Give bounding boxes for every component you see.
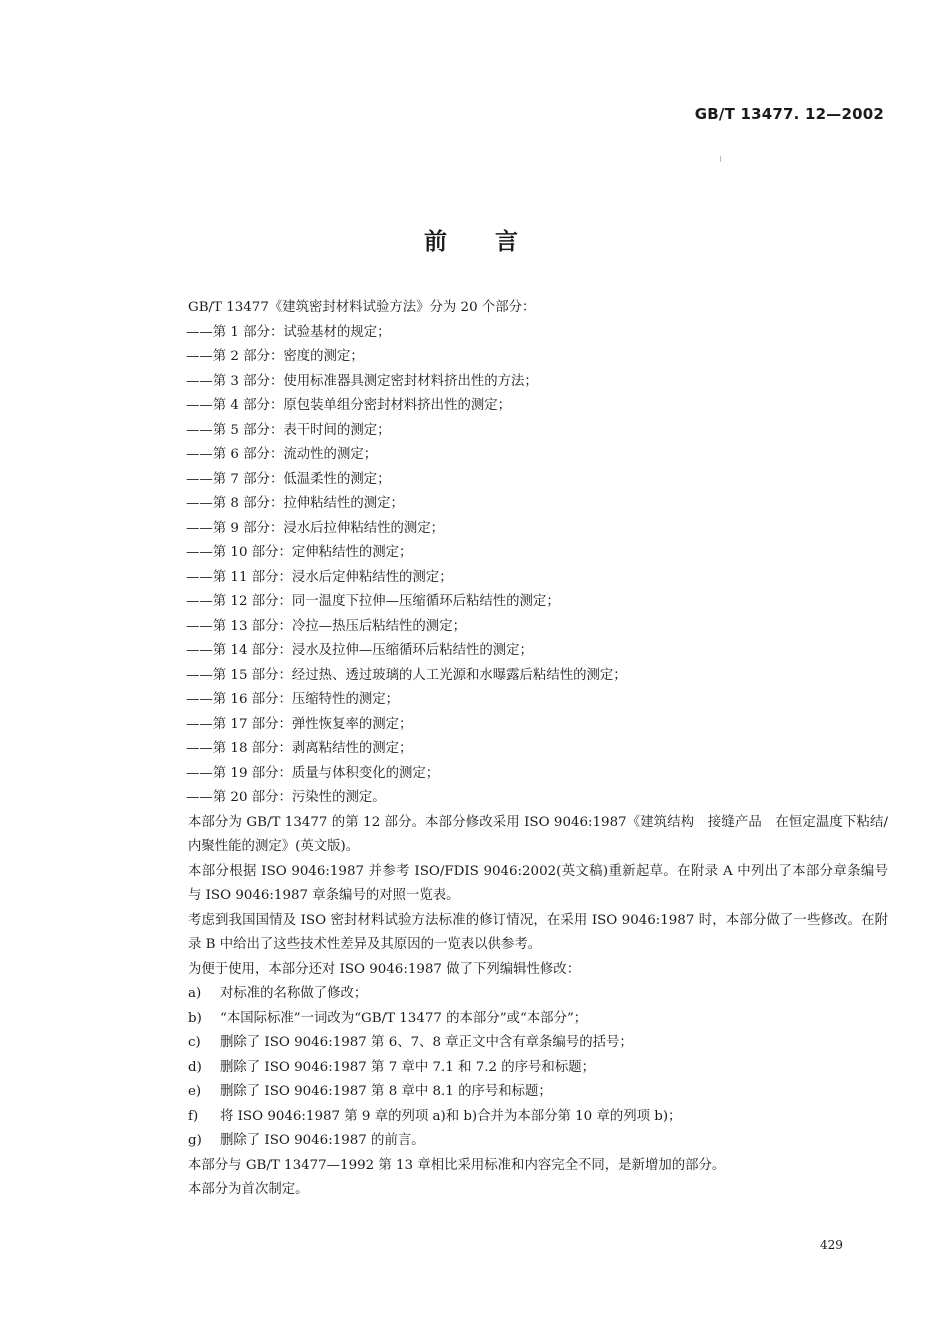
edit-text: 删除了 ISO 9046:1987 第 6、7、8 章正文中含有章条编号的括号； — [220, 1035, 633, 1050]
part-item: ——第 2 部分：密度的测定； — [186, 349, 364, 364]
part-item: ——第 14 部分：浸水及拉伸—压缩循环后粘结性的测定； — [186, 643, 533, 658]
edit-text: 对标准的名称做了修改； — [220, 986, 368, 1001]
paragraph: 本部分为 GB/T 13477 的第 12 部分。本部分修改采用 ISO 9046:1987《建筑结构 接缝产品 在恒定温度下粘结/内聚性能的测定》(英文版)。 — [188, 814, 888, 854]
part-item: ——第 15 部分：经过热、透过玻璃的人工光源和水曝露后粘结性的测定； — [186, 667, 627, 683]
paragraph: 本部分根据 ISO 9046:1987 并参考 ISO/FDIS 9046:2002(英文稿)重新起草。在附录 A 中列出了本部分章条编号与 ISO 9046:1987 章条编号的对照一览表。 — [188, 863, 888, 903]
edit-label: b) — [188, 1010, 202, 1026]
intro-line: GB/T 13477《建筑密封材料试验方法》分为 20 个部分： — [188, 300, 536, 315]
parts-list — [158, 321, 888, 811]
edit-item — [158, 1007, 888, 1032]
page-number: 429 — [820, 1238, 843, 1252]
page-title: 前言 — [424, 229, 566, 255]
part-item: ——第 16 部分：压缩特性的测定； — [186, 692, 400, 707]
part-item: ——第 3 部分：使用标准器具测定密封材料挤出性的方法； — [186, 373, 538, 389]
edit-text: “本国际标准”一词改为“GB/T 13477 的本部分”或“本部分”； — [220, 1010, 588, 1026]
edit-label: f) — [188, 1108, 199, 1124]
edit-label: d) — [188, 1059, 202, 1075]
edit-item — [158, 1105, 888, 1130]
standard-code: GB/T 13477. 12—2002 — [694, 105, 884, 123]
part-item: ——第 6 部分：流动性的测定； — [186, 447, 378, 462]
part-item: ——第 5 部分：表干时间的测定； — [186, 422, 391, 438]
edit-label: c) — [188, 1035, 201, 1050]
part-item: ——第 1 部分：试验基材的规定； — [186, 324, 391, 340]
part-item: ——第 9 部分：浸水后拉伸粘结性的测定； — [186, 520, 445, 536]
edit-item — [158, 1056, 888, 1081]
part-item: ——第 17 部分：弹性恢复率的测定； — [186, 716, 413, 732]
edit-label: g) — [188, 1133, 202, 1148]
edit-label: e) — [188, 1084, 202, 1099]
edit-text: 将 ISO 9046:1987 第 9 章的列项 a)和 b)合并为本部分第 10 章的列项 b)； — [220, 1108, 682, 1124]
part-item: ——第 13 部分：冷拉—热压后粘结性的测定； — [186, 618, 466, 634]
paragraph: 考虑到我国国情及 ISO 密封材料试验方法标准的修订情况，在采用 ISO 9046:1987 时，本部分做了一些修改。在附录 B 中给出了这些技术性差异及其原因的一览表以供参考。 — [188, 912, 888, 952]
edit-item — [158, 1031, 888, 1056]
edits-list — [158, 982, 888, 1154]
edit-item — [158, 1080, 888, 1105]
part-item: ——第 20 部分：污染性的测定。 — [186, 790, 386, 805]
part-item: ——第 7 部分：低温柔性的测定； — [186, 471, 391, 487]
part-item: ——第 12 部分：同一温度下拉伸—压缩循环后粘结性的测定； — [186, 594, 560, 609]
scan-mark — [720, 156, 721, 162]
part-item: ——第 11 部分：浸水后定伸粘结性的测定； — [186, 569, 453, 585]
part-item: ——第 8 部分：拉伸粘结性的测定； — [186, 496, 404, 511]
document-body — [158, 296, 888, 1203]
edit-item — [158, 1129, 888, 1154]
closing-line: 本部分为首次制定。 — [188, 1182, 309, 1197]
closing-line: 本部分与 GB/T 13477—1992 第 13 章相比采用标准和内容完全不同，是新增加的部分。 — [188, 1157, 726, 1173]
part-item: ——第 10 部分：定伸粘结性的测定； — [186, 545, 413, 560]
part-item: ——第 4 部分：原包装单组分密封材料挤出性的测定； — [186, 398, 512, 413]
part-item: ——第 18 部分：剥离粘结性的测定； — [186, 741, 413, 756]
edit-text: 删除了 ISO 9046:1987 第 7 章中 7.1 和 7.2 的序号和标题； — [220, 1059, 595, 1075]
edit-item — [158, 982, 888, 1007]
edit-label: a) — [188, 986, 202, 1001]
part-item: ——第 19 部分：质量与体积变化的测定； — [186, 765, 440, 781]
paragraph: 为便于使用，本部分还对 ISO 9046:1987 做了下列编辑性修改： — [188, 961, 581, 977]
edit-text: 删除了 ISO 9046:1987 的前言。 — [220, 1133, 425, 1148]
edit-text: 删除了 ISO 9046:1987 第 8 章中 8.1 的序号和标题； — [220, 1084, 552, 1099]
